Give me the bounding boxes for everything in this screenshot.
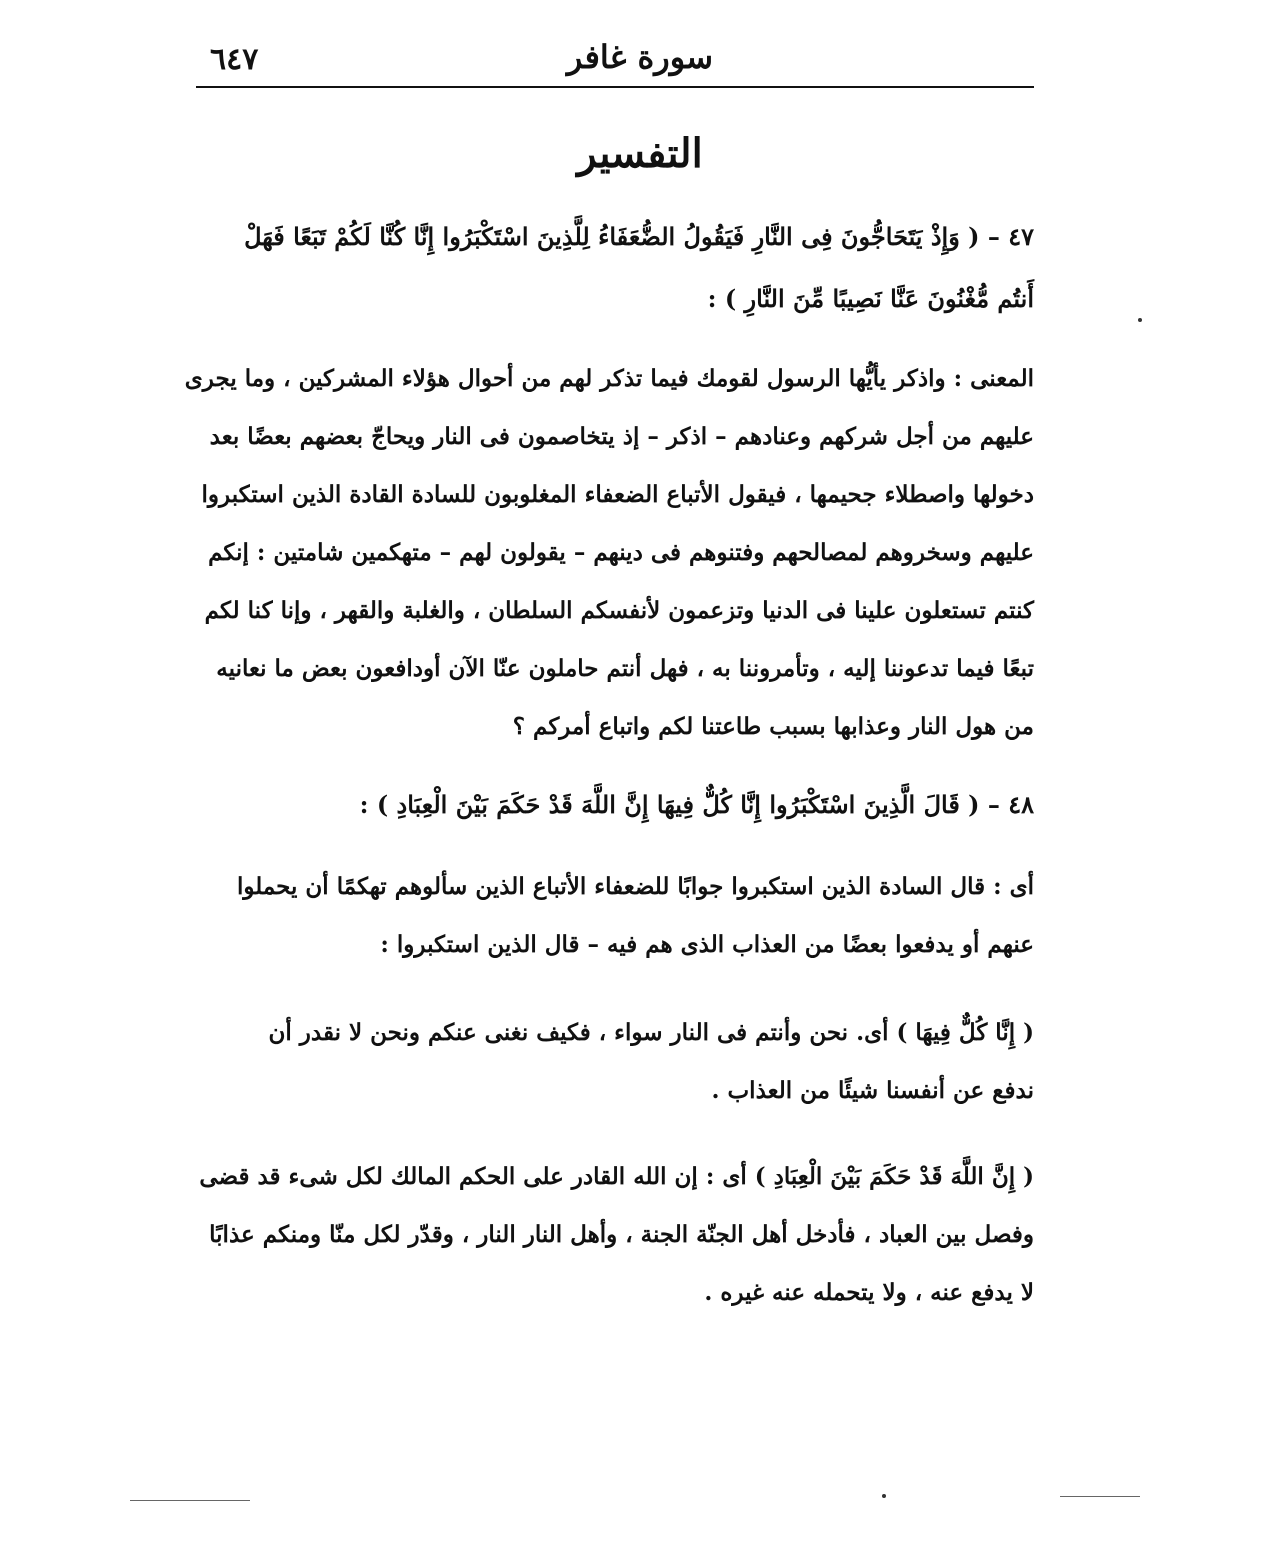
surah-title: سورة غافر: [566, 38, 714, 76]
page-number: ٦٤٧: [210, 42, 259, 77]
meaning-48: [196, 858, 1034, 974]
meaning-47: [184, 350, 1034, 756]
text-line: عليهم من أجل شركهم وعنادهم – اذكر – إذ يتخاصمون فى النار ويحاجّ بعضهم بعضًا بعد: [209, 423, 1034, 450]
text-line: ندفع عن أنفسنا شيئًا من العذاب .: [711, 1077, 1034, 1104]
verse-line: أَنتُم مُّغْنُونَ عَنَّا نَصِيبًا مِّنَ النَّارِ ) :: [707, 284, 1034, 313]
text-line: ( إِنَّ اللَّهَ قَدْ حَكَمَ بَيْنَ الْعِبَادِ ) أى : إن الله القادر على الحكم المالك لكل شىء قد قضى: [199, 1163, 1034, 1190]
text-line: من هول النار وعذابها بسبب طاعتنا لكم واتباع أمركم ؟: [512, 713, 1034, 740]
scan-artifact: [1138, 318, 1142, 322]
text-line: ( إِنَّا كُلٌّ فِيهَا ) أى. نحن وأنتم فى النار سواء ، فكيف نغنى عنكم ونحن لا نقدر أن: [268, 1019, 1034, 1046]
text-line: أى : قال السادة الذين استكبروا جوابًا للضعفاء الأتباع الذين سألوهم تهكمًا أن يحملوا: [236, 873, 1034, 900]
header-rule: [196, 86, 1034, 88]
section-title: التفسير: [577, 130, 703, 177]
text-line: وفصل بين العباد ، فأدخل أهل الجنّة الجنة ، وأهل النار النار ، وقدّر لكل منّا ومنكم عذابًا: [209, 1221, 1034, 1248]
verse-line: ٤٧ – ( وَإِذْ يَتَحَاجُّونَ فِى النَّارِ فَيَقُولُ الضُّعَفَاءُ لِلَّذِينَ اسْتَكْبَرُوا إِنَّا كُنَّا لَكُمْ تَبَعًا فَهَلْ: [244, 222, 1034, 251]
verse-47: [196, 206, 1034, 330]
text-line: عليهم وسخروهم لمصالحهم وفتنوهم فى دينهم – يقولون لهم – متهكمين شامتين : إنكم: [208, 539, 1034, 566]
text-line: لا يدفع عنه ، ولا يتحمله عنه غيره .: [704, 1279, 1034, 1306]
text-line: دخولها واصطلاء جحيمها ، فيقول الأتباع الضعفاء المغلوبون للسادة القادة الذين استكبروا: [201, 481, 1034, 508]
scan-artifact: [1060, 1496, 1140, 1497]
text-line: المعنى : واذكر يأيُّها الرسول لقومك فيما تذكر لهم من أحوال هؤلاء المشركين ، وما يجرى: [184, 365, 1034, 392]
paragraph-3: [196, 1004, 1034, 1120]
text-line: عنهم أو يدفعوا بعضًا من العذاب الذى هم فيه – قال الذين استكبروا :: [380, 931, 1034, 958]
scan-artifact: [130, 1500, 250, 1501]
scan-artifact: [882, 1494, 886, 1498]
verse-line: ٤٨ – ( قَالَ الَّذِينَ اسْتَكْبَرُوا إِنَّا كُلٌّ فِيهَا إِنَّ اللَّهَ قَدْ حَكَمَ بَيْنَ الْعِبَادِ ) :: [359, 790, 1034, 819]
text-line: تبعًا فيما تدعوننا إليه ، وتأمروننا به ، فهل أنتم حاملون عنّا الآن أودافعون بعض ما نعانيه: [216, 655, 1034, 682]
verse-48: [196, 774, 1034, 836]
text-line: كنتم تستعلون علينا فى الدنيا وتزعمون لأنفسكم السلطان ، والغلبة والقهر ، وإنا كنا لكم: [204, 597, 1034, 624]
paragraph-4: [196, 1148, 1034, 1322]
